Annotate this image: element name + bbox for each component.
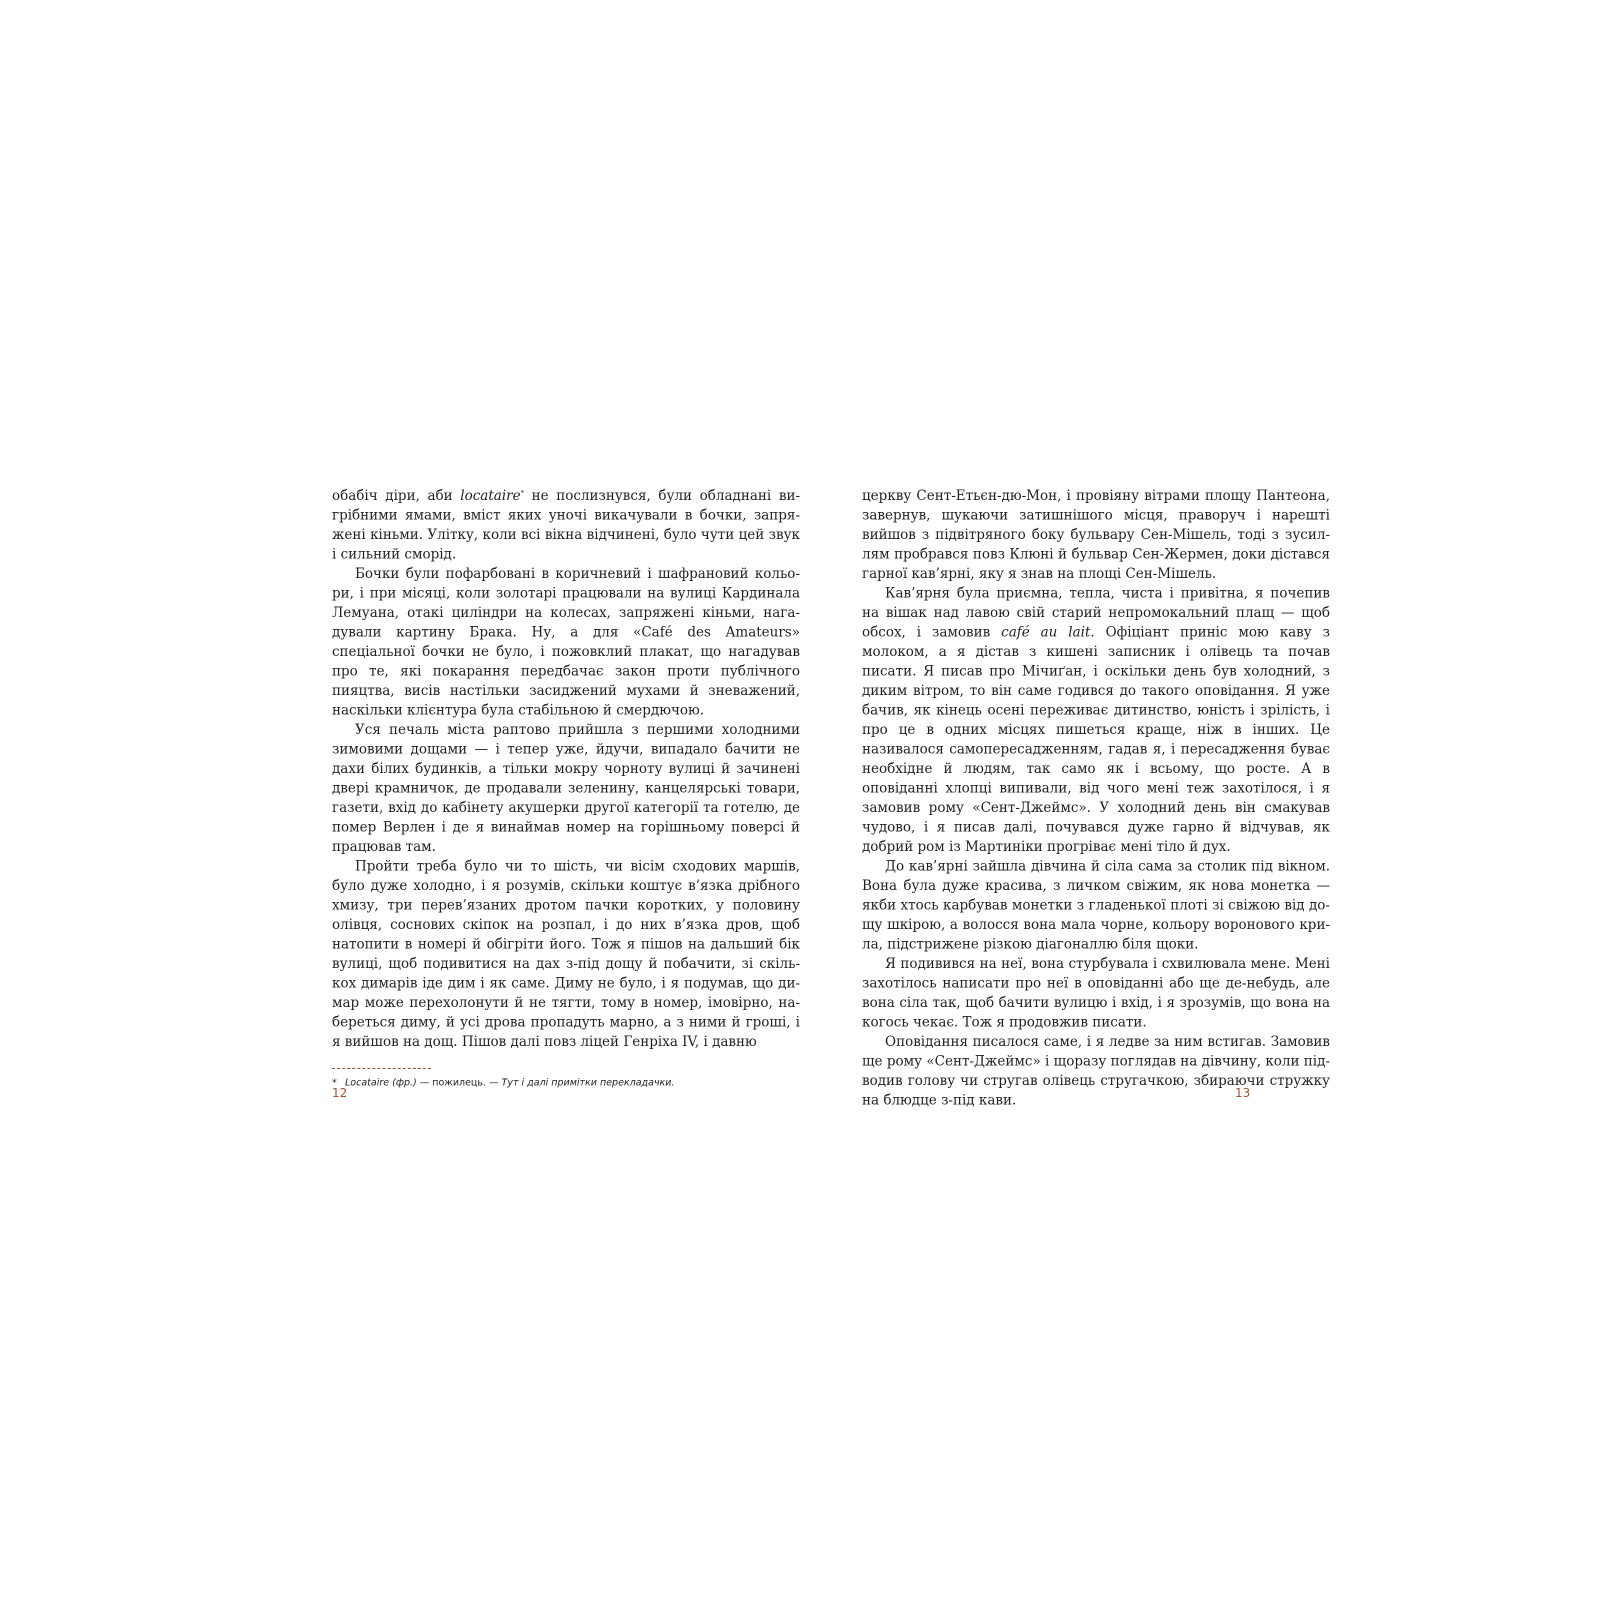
footnote-divider (332, 1068, 431, 1069)
footnote-reference: * (520, 489, 524, 497)
paragraph-text: До кав’ярні зайшла дівчина й сіла сама за столик під вікном. Вона була дуже красива, з личком свіжим, як нова монетка — якби хтось карбував монетки з гладенької плоті зі свіжою від дощу шкірою, а волосся вона мала чорне, кольору воронового крила, підстрижене різкою діагоналлю біля щоки. (862, 858, 1330, 952)
right-page (862, 486, 1330, 1110)
footnote-term: Locataire (345, 1077, 390, 1088)
left-page-body (332, 486, 800, 1052)
paragraph-text: не послизнувся, були обладнані вигрібними ямами, вміст яких уночі викачували в бочки, запряжені кіньми. Улітку, коли всі вікна відчинені, було чути цей звук і сильний сморід. (332, 488, 800, 562)
italic-text: locataire (460, 488, 521, 504)
footnote (332, 1076, 800, 1090)
paragraph (332, 857, 800, 1052)
left-page (332, 486, 800, 1090)
footnote-note: Тут і далі примітки перекладачки. (501, 1077, 675, 1088)
paragraph-text: Оповідання писалося саме, і я ледве за ним встигав. Замовив ще рому «Сент-Джеймс» і щоразу поглядав на дівчину, коли підводив голову чи стругав олівець стругачкою, збираючи стружку на блюдце з-під кави. (862, 1034, 1330, 1108)
paragraph-text: . Офіціант приніс мою каву з молоком, а я дістав з кишені записник і олівець та почав писати. Я писав про Мічиґан, і оскільки день був холодний, з диким вітром, то він саме годився до такого оповідання. Я уже бачив, як кінець осені переживає дитинство, юність і зрілість, і про це в одних місцях пишеться краще, ніж в інших. Це називалося самопересадженням, гадав я, і пересадження буває необхідне й людям, так само як і всьому, що росте. А в оповіданні хлопці випивали, від чого мені теж захотілося, і я замовив рому «Сент-Джеймс». У холодний день він смакував чудово, і я писав далі, почувався дуже гарно й відчував, як добрий ром із Мартиніки прогріває мені тіло й дух. (862, 624, 1330, 855)
right-page-body (862, 486, 1330, 1110)
page-number-right: 13 (1235, 1086, 1251, 1100)
paragraph (862, 954, 1330, 1032)
paragraph-text: Кав’ярня була приємна, тепла, чиста і привітна, я почепив на вішак над лавою свій старий непромокальний плащ — щоб обсох, і замовив (862, 585, 1330, 640)
italic-text: café au lait (1001, 624, 1091, 640)
paragraph (332, 564, 800, 720)
paragraph-text: обабіч діри, аби (332, 488, 461, 504)
paragraph-text: Уся печаль міста раптово прийшла з першими холодними зимовими дощами — і тепер уже, йдучи, випадало бачити не дахи білих будинків, а тільки мокру чорноту вулиці й зачинені двері крамничок, де продавали зеленину, канцелярські товари, газети, вхід до кабінету акушерки другої категорії та готелю, де помер Верлен і де я винаймав номер на горішньому поверсі й працював там. (332, 722, 800, 855)
paragraph-text: Пройти треба було чи то шість, чи вісім сходових маршів, було дуже холодно, і я розумів, скільки коштує в’язка дрібного хмизу, три перев’язаних дротом пачки коротких, у половину олівця, соснових скіпок на розпал, і до них в’язка дров, щоб натопити в номері й обігріти його. Тож я пішов на дальший бік вулиці, щоб подивитися на дах з-під дощу й побачити, зі скількох димарів іде дим і як саме. Диму не було, і я подумав, що димар може перехолонути й не тягти, тому в номер, імовірно, набереться диму, й усі дрова пропадуть марно, а з ними й гроші, і я вийшов на дощ. Пішов далі повз ліцей Генріха IV, і давню (332, 858, 800, 1050)
footnote-marker: * (332, 1077, 337, 1088)
paragraph-text: церкву Сент-Етьєн-дю-Мон, і провіяну вітрами площу Пантеона, завернув, шукаючи затишнішого місця, праворуч і нарешті вийшов з підвітряного боку бульвару Сен-Мішель, тоді з зусиллям пробрався повз Клюні й бульвар Сен-Жермен, доки дістався гарної кав’ярні, яку я знав на площі Сен-Мішель. (862, 488, 1330, 582)
paragraph (862, 486, 1330, 584)
paragraph (862, 857, 1330, 955)
paragraph-text: Я подивився на неї, вона стурбувала і схвилювала мене. Мені захотілось написати про неї в оповіданні або ще де-небудь, але вона сіла так, щоб бачити вулицю і вхід, і я зрозумів, що вона на когось чекає. Тож я продовжив писати. (862, 956, 1330, 1030)
paragraph (862, 1032, 1330, 1110)
paragraph-text: Бочки були пофарбовані в коричневий і шафрановий кольори, і при місяці, коли золотарі працювали на вулиці Кардинала Лемуана, отакі циліндри на колесах, запряжені кіньми, нагадували картину Брака. Ну, а для «Café des Amateurs» спеціальної бочки не було, і пожовклий плакат, що нагадував про те, які покарання передбачає закон проти публічного пияцтва, висів настільки засиджений мухами й зневажений, наскільки клієнтура була стабільною й смердючою. (332, 566, 800, 718)
footnote-text: — пожилець. — (416, 1077, 502, 1088)
page-number-left: 12 (332, 1086, 348, 1100)
footnote-lang: (фр.) (392, 1077, 417, 1088)
paragraph (862, 584, 1330, 857)
paragraph (332, 720, 800, 857)
paragraph (332, 486, 800, 564)
